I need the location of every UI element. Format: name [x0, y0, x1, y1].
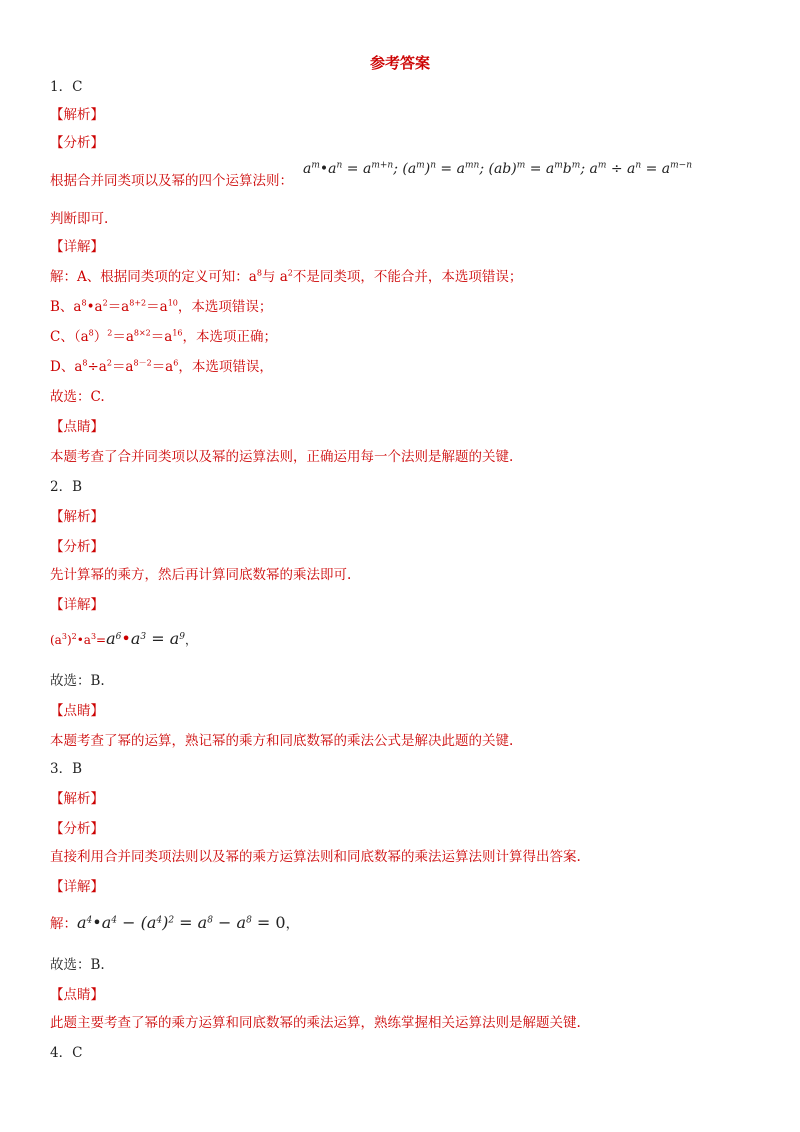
- q3-jiexi-heading: 【解析】: [50, 791, 104, 807]
- q1-answer: 1．C: [50, 79, 83, 95]
- q3-fenxi-text: 直接利用合并同类项法则以及幂的乘方运算法则和同底数幂的乘法运算法则计算得出答案.: [50, 849, 581, 865]
- q2-fenxi-heading: 【分析】: [50, 539, 104, 555]
- q1-line-b: B、$a^8•a^2=a^{8+2}=a^{10}$，本选项错误；: [50, 298, 273, 315]
- q3-dianjing-text: 此题主要考查了幂的乘方运算和同底数幂的乘法运算，熟练掌握相关运算法则是解题关键.: [50, 1015, 581, 1031]
- q2-dianjing-text: 本题考查了幂的运算，熟记幂的乘方和同底数幂的乘法公式是解决此题的关键.: [50, 733, 514, 749]
- q2-xiangjie-heading: 【详解】: [50, 597, 104, 613]
- q1-line-a: 解：A、根据同类项的定义可知：$a^8$与 $a^2$不是同类项，不能合并，本选项错误；: [50, 268, 523, 285]
- q1-formula: $a^m•a^n = a^{m+n}$; $(a^m)^n = a^{mn}$; $(ab)^m = a^mb^m$; $a^m \div a^n = a^{m-n}$: [303, 160, 693, 177]
- q1-fenxi-heading: 【分析】: [50, 135, 104, 151]
- q1-jiexi-heading: 【解析】: [50, 107, 104, 123]
- q1-xiangjie-heading: 【详解】: [50, 239, 104, 255]
- q2-jiexi-heading: 【解析】: [50, 509, 104, 525]
- q1-line-c: C、$(a^8)^2=a^{8\times 2}=a^{16}$，本选项正确；: [50, 328, 278, 345]
- q1-fenxi-text2: 判断即可.: [50, 211, 109, 227]
- q3-fenxi-heading: 【分析】: [50, 821, 104, 837]
- q1-dianjing-heading: 【点睛】: [50, 419, 104, 435]
- q2-fenxi-text: 先计算幂的乘方，然后再计算同底数幂的乘法即可.: [50, 567, 352, 583]
- q4-answer: 4．C: [50, 1045, 83, 1061]
- q3-formula: 解：$a^4•a^4 - (a^4)^2 = a^8 - a^8 = 0$，: [50, 913, 300, 932]
- q3-answer: 3．B: [50, 761, 83, 777]
- q2-dianjing-heading: 【点睛】: [50, 703, 104, 719]
- q3-dianjing-heading: 【点睛】: [50, 987, 104, 1003]
- q3-xiangjie-heading: 【详解】: [50, 879, 104, 895]
- q1-dianjing-text: 本题考查了合并同类项以及幂的运算法则，正确运用每一个法则是解题的关键.: [50, 449, 514, 465]
- q2-calc: $(a^3)^2•a^3=a^6•a^3 = a^9$，: [50, 629, 197, 648]
- q2-answer: 2．B: [50, 479, 83, 495]
- page-title: 参考答案: [369, 54, 430, 72]
- q1-fenxi-text: 根据合并同类项以及幂的四个运算法则：: [50, 173, 293, 189]
- q2-guxuan: 故选：B.: [50, 673, 105, 689]
- q1-guxuan: 故选：C.: [50, 389, 105, 405]
- q3-guxuan: 故选：B.: [50, 957, 105, 973]
- q1-line-d: D、$a^8\div a^2=a^{8-2}=a^6$，本选项错误，: [50, 358, 273, 375]
